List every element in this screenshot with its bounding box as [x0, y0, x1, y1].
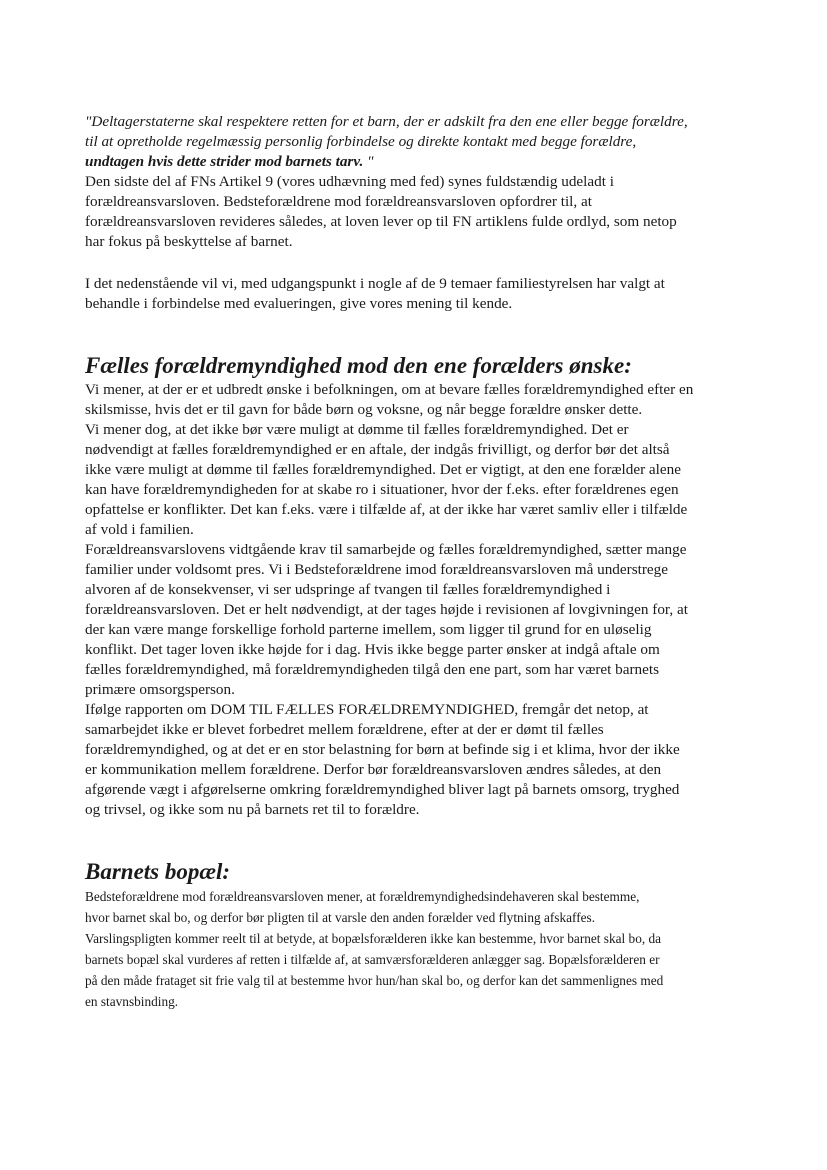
text-line: familier under voldsomt pres. Vi i Bedsteforældrene imod forældreansvarsloven må understrege: [85, 561, 668, 578]
text-line: opfattelse er konflikter. Det kan f.eks. være i tilfælde af, at der ikke har været samliv eller i tilfælde: [85, 501, 688, 518]
un-article-quote: [85, 112, 765, 172]
text-line: I det nedenstående vil vi, med udgangspunkt i nogle af de 9 temaer familiestyrelsen har valgt at: [85, 275, 665, 292]
text-line: forældremyndighed, og at det er en stor belastning for børn at befinde sig i et klima, hvor der ikke: [85, 741, 680, 758]
quote-emphasis: undtagen hvis dette strider mod barnets tarv.: [85, 153, 364, 170]
text-line: fælles forældremyndighed, må forældremyndigheden tilgå den ene part, som har været barnets: [85, 661, 660, 678]
quote-line: "Deltagerstaterne skal respektere retten for et barn, der er adskilt fra den ene eller begge forældre,: [85, 113, 688, 130]
section-body-custody: [85, 380, 765, 820]
text-line: forældreansvarsloven. Bedsteforældrene mod forældreansvarsloven opfordrer til, at: [85, 193, 592, 210]
text-line: Bedsteforældrene mod forældreansvarsloven mener, at forældremyndighedsindehaveren skal bestemme,: [85, 889, 640, 904]
text-line: kan have forældremyndigheden for at skabe ro i situationer, hvor der f.eks. efter forældrenes egen: [85, 481, 679, 498]
text-line: en stavnsbinding.: [85, 994, 179, 1009]
text-line: er kommunikation mellem forældrene. Derfor bør forældreansvarsloven ændres således, at den: [85, 761, 662, 778]
text-line: alvoren af de konsekvenser, vi ser udspringe af tvangen til fælles forældremyndighed i: [85, 581, 611, 598]
intro-paragraph: [85, 172, 765, 252]
text-line: har fokus på beskyttelse af barnet.: [85, 233, 293, 250]
text-line: forældreansvarsloven. Det er helt nødvendigt, at der tages højde i revisionen af lovgivningen for, at: [85, 601, 688, 618]
intro-paragraph-2: [85, 274, 765, 314]
text-line: der kan være mange forskellige forhold parterne imellem, som ligger til grund for en uløselig: [85, 621, 652, 638]
text-line: behandle i forbindelse med evalueringen, give vores mening til kende.: [85, 295, 513, 312]
text-line: og trivsel, og ikke som nu på barnets ret til to forældre.: [85, 801, 420, 818]
text-line: af vold i familien.: [85, 521, 194, 538]
section-heading-custody: Fælles forældremyndighed mod den ene forælders ønske:: [85, 353, 632, 378]
section-body-residence: [85, 886, 765, 1012]
text-line: primære omsorgsperson.: [85, 681, 235, 698]
text-line: Forældreansvarslovens vidtgående krav til samarbejde og fælles forældremyndighed, sætter mange: [85, 541, 687, 558]
text-line: forældreansvarsloven revideres således, at loven lever op til FN artiklens fulde ordlyd, som netop: [85, 213, 677, 230]
text-line: afgørende vægt i afgørelserne omkring forældremyndighed bliver lagt på barnets omsorg, tryghed: [85, 781, 680, 798]
text-line: ikke være muligt at dømme til fælles forældremyndighed. Det er vigtigt, at den ene forælder alene: [85, 461, 681, 478]
text-line: hvor barnet skal bo, og derfor bør pligten til at varsle den anden forælder ved flytning afskaffes.: [85, 910, 596, 925]
text-line: nødvendigt at fælles forældremyndighed er en aftale, der indgås frivilligt, og derfor bør det altså: [85, 441, 670, 458]
quote-line: til at opretholde regelmæssig personlig forbindelse og direkte kontakt med begge forældre,: [85, 133, 637, 150]
text-line: skilsmisse, hvis det er til gavn for både børn og voksne, og når begge forældre ønsker dette.: [85, 401, 643, 418]
text-line: konflikt. Det tager loven ikke højde for i dag. Hvis ikke begge parter ønsker at indgå aftale om: [85, 641, 660, 658]
text-line: Den sidste del af FNs Artikel 9 (vores udhævning med fed) synes fuldstændig udeladt i: [85, 173, 614, 190]
document-page: [85, 112, 765, 1012]
quote-bold-line: [85, 152, 765, 172]
text-line: Vi mener, at der er et udbredt ønske i befolkningen, om at bevare fælles forældremyndighed efter en: [85, 381, 694, 398]
quote-close: ": [363, 153, 374, 170]
text-line: Vi mener dog, at det ikke bør være muligt at dømme til fælles forældremyndighed. Det er: [85, 421, 629, 438]
text-line: Varslingspligten kommer reelt til at betyde, at bopælsforælderen ikke kan bestemme, hvor barnet skal bo, da: [85, 931, 662, 946]
text-line: samarbejdet ikke er blevet forbedret mellem forældrene, efter at der er dømt til fælles: [85, 721, 604, 738]
text-line: barnets bopæl skal vurderes af retten i tilfælde af, at samværsforælderen anlægger sag. Bopælsforælderen er: [85, 952, 660, 967]
text-line: Ifølge rapporten om DOM TIL FÆLLES FORÆLDREMYNDIGHED, fremgår det netop, at: [85, 701, 649, 718]
section-heading-residence: Barnets bopæl:: [85, 859, 231, 884]
text-line: på den måde frataget sit frie valg til at bestemme hvor hun/han skal bo, og derfor kan det sammenlignes med: [85, 973, 664, 988]
